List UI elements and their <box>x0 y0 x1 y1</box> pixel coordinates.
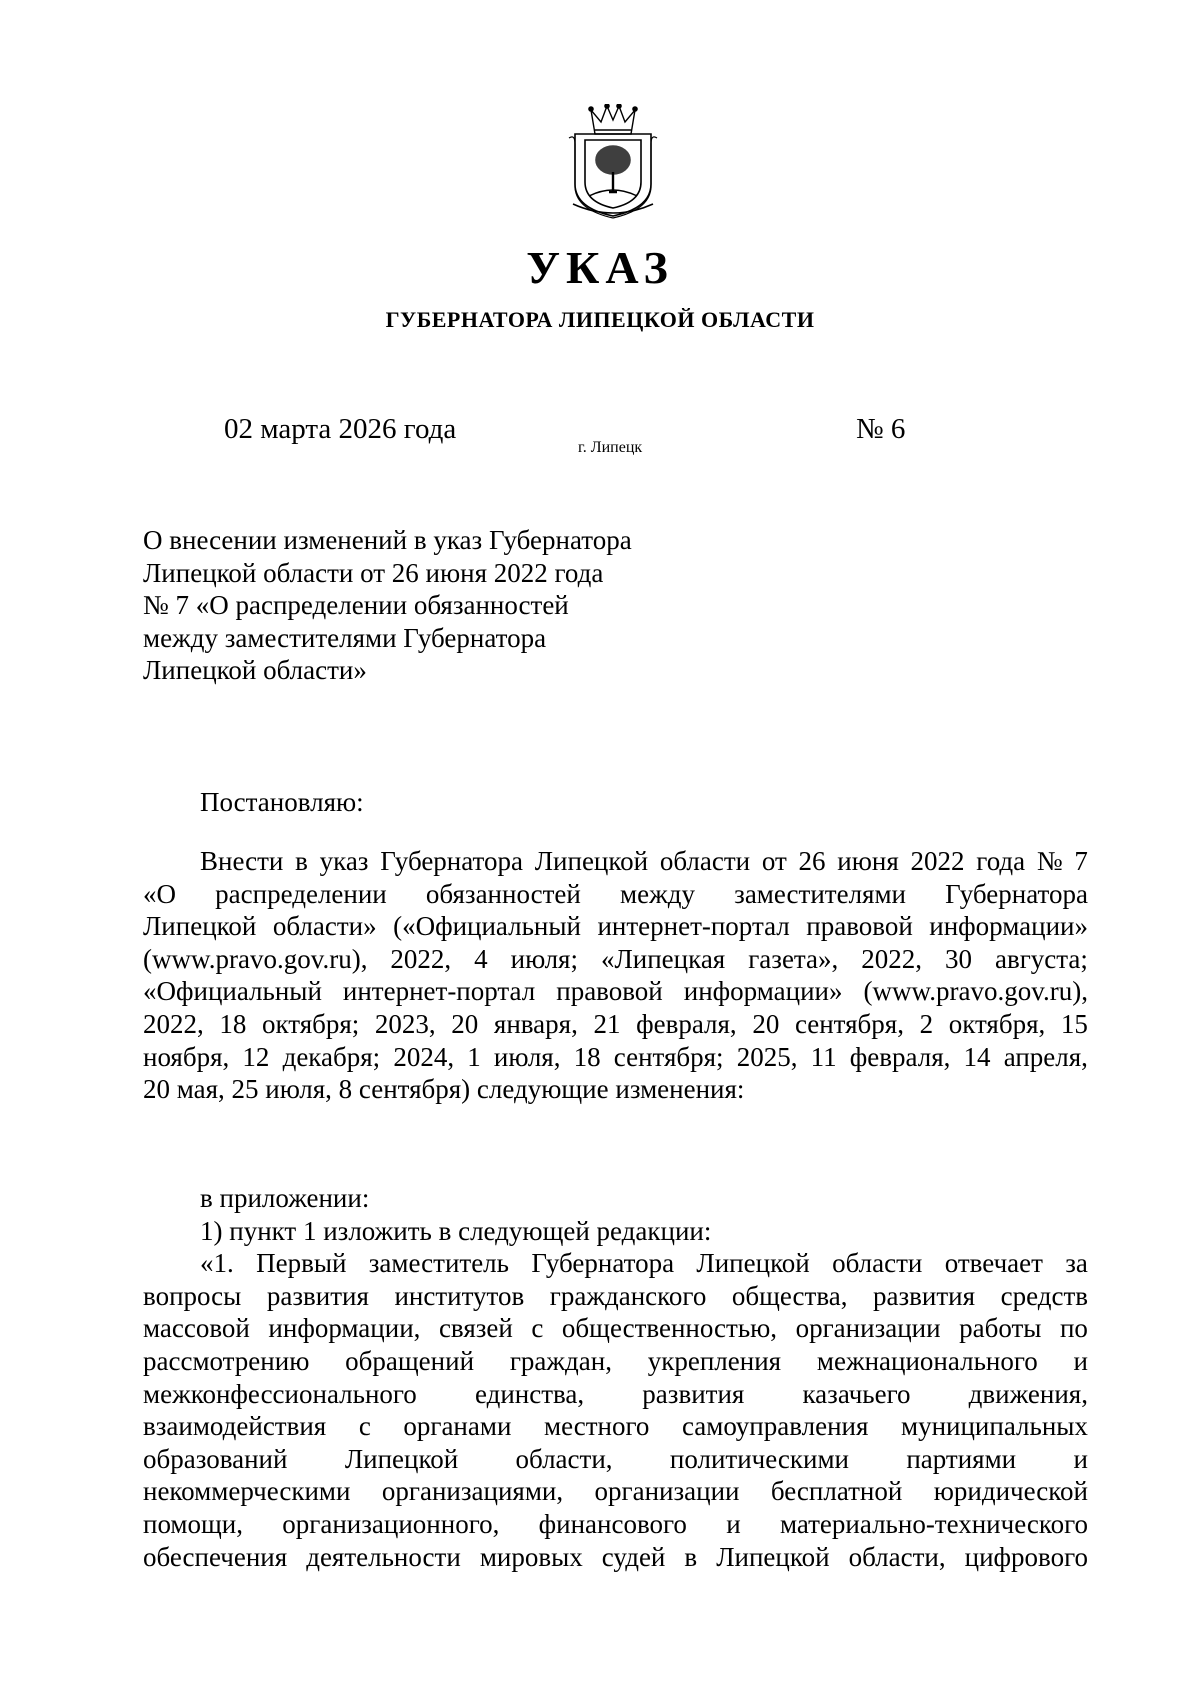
word: области» <box>272 911 377 942</box>
body-line: 1) пункт 1 изложить в следующей редакции: <box>200 1215 712 1246</box>
word: в <box>295 846 308 876</box>
heading-line: между заместителями Губернатора <box>143 622 547 653</box>
word: июля; <box>510 943 578 974</box>
word: Первый <box>256 1248 347 1279</box>
word: информации, <box>268 1313 421 1344</box>
word: местного <box>543 1411 650 1442</box>
word: правовой <box>556 976 663 1007</box>
word: Губернатора <box>945 878 1088 909</box>
body-line <box>143 975 1088 1008</box>
word: 20 <box>451 1008 479 1039</box>
body-line <box>143 1041 1088 1074</box>
word: указ <box>319 846 369 876</box>
word: октября; <box>262 1008 360 1039</box>
word: августа; <box>995 943 1088 974</box>
body-line <box>143 878 1088 911</box>
word: помощи, <box>143 1508 244 1539</box>
body-line <box>143 943 1088 976</box>
word: 18 <box>573 1041 601 1072</box>
heading-line: Липецкой области» <box>143 655 367 685</box>
coat-of-arms-icon <box>565 104 661 220</box>
word: области, <box>848 1541 946 1572</box>
word: 2024, <box>393 1041 455 1072</box>
decree-word: Постановляю: <box>200 787 364 817</box>
body-line: в приложении: <box>200 1183 370 1213</box>
word: января, <box>493 1008 578 1039</box>
word: отвечает <box>944 1248 1043 1279</box>
word: вопросы <box>143 1280 242 1311</box>
word: 1 <box>467 1041 481 1072</box>
word: 2023, <box>374 1008 436 1039</box>
body-line <box>143 1378 1088 1411</box>
heading-line: № 7 «О распределении обязанностей <box>143 590 569 620</box>
word: ноября, <box>143 1041 230 1072</box>
body-line <box>143 1280 1088 1313</box>
word: декабря; <box>282 1041 381 1072</box>
word: межнационального <box>816 1345 1038 1376</box>
document-title: УКАЗ <box>526 242 674 293</box>
word: интернет-портал <box>597 911 790 942</box>
word: 2022, <box>143 1008 204 1039</box>
word: 14 <box>963 1041 991 1072</box>
word: Липецкой <box>534 846 649 876</box>
body-line <box>143 1008 1088 1041</box>
word: года <box>976 846 1026 876</box>
word: Липецкой <box>143 911 257 942</box>
word: самоуправления <box>681 1411 869 1442</box>
document-date: 02 марта 2026 года <box>224 413 457 445</box>
word: распределении <box>215 878 387 909</box>
word: и <box>1073 1345 1088 1376</box>
word: деятельности <box>306 1541 461 1572</box>
word: и <box>726 1508 741 1539</box>
word: развития <box>873 1280 976 1311</box>
document-number: № 6 <box>856 413 906 445</box>
word: 2022, <box>861 943 923 974</box>
word: обеспечения <box>143 1541 288 1572</box>
word: Липецкой <box>716 1541 830 1572</box>
heading-line: Липецкой области от 26 июня 2022 года <box>143 557 604 588</box>
word: развития <box>642 1378 745 1409</box>
word: бесплатной <box>770 1476 903 1507</box>
word: Губернатора <box>380 846 523 876</box>
word: 2022 <box>910 846 965 876</box>
word: «1. <box>200 1248 234 1279</box>
word: области <box>659 846 751 876</box>
word: информации» <box>929 911 1088 942</box>
word: политическими <box>669 1443 849 1474</box>
paragraph-amendment <box>143 845 1088 1106</box>
word: (www.pravo.gov.ru), <box>863 976 1088 1007</box>
body-line <box>143 1247 1088 1280</box>
word: сентября; <box>613 1041 724 1072</box>
word: Липецкой <box>696 1248 810 1279</box>
word: и <box>1073 1443 1088 1474</box>
word: интернет-портал <box>342 976 536 1007</box>
word: общественностью, <box>561 1313 778 1344</box>
word: февраля, <box>849 1041 951 1072</box>
word: с <box>358 1411 371 1442</box>
word: организации <box>594 1476 740 1507</box>
body-line <box>143 1312 1088 1345</box>
word: обращений <box>345 1345 475 1376</box>
document-subtitle: ГУБЕРНАТОРА ЛИПЕЦКОЙ ОБЛАСТИ <box>385 307 815 332</box>
word: октября, <box>948 1008 1046 1039</box>
word: 7 <box>1074 846 1088 876</box>
word: 2022, <box>390 943 452 974</box>
word: 26 <box>798 846 826 876</box>
word: Липецкой <box>344 1443 459 1474</box>
word: с <box>531 1313 544 1344</box>
word: в <box>684 1541 698 1572</box>
word: укрепления <box>647 1345 782 1376</box>
word: гражданского <box>549 1280 707 1311</box>
body-line <box>143 1475 1088 1508</box>
word: газета», <box>748 943 839 974</box>
word: 18 <box>219 1008 247 1039</box>
body-line <box>143 1541 1088 1574</box>
word: цифрового <box>964 1541 1088 1572</box>
word: обязанностей <box>425 878 581 909</box>
word: средств <box>1000 1280 1088 1311</box>
word: 30 <box>945 943 973 974</box>
word: апреля, <box>1003 1041 1088 1072</box>
word: февраля, <box>636 1008 737 1039</box>
word: единства, <box>474 1378 585 1409</box>
word: организационного, <box>282 1508 500 1539</box>
word: Внести <box>200 846 284 876</box>
word: (www.pravo.gov.ru), <box>143 943 368 974</box>
body-line <box>143 1443 1088 1476</box>
body-line: 20 мая, 25 июля, 8 сентября) следующие изменения: <box>143 1074 745 1105</box>
word: июня <box>837 846 899 876</box>
word: «Липецкая <box>600 943 726 974</box>
word: области, <box>515 1443 613 1474</box>
word: 4 <box>474 943 488 974</box>
word: заместителями <box>734 878 906 909</box>
word: казачьего <box>802 1378 911 1409</box>
word: общества, <box>731 1280 848 1311</box>
word: № <box>1036 846 1063 876</box>
document-heading <box>143 524 663 687</box>
word: муниципальных <box>901 1411 1088 1442</box>
word: 20 <box>752 1008 780 1039</box>
heading-line: О внесении изменений в указ Губернатора <box>143 525 632 555</box>
word: развития <box>266 1280 369 1311</box>
word: некоммерческими <box>143 1476 351 1507</box>
word: между <box>620 878 695 909</box>
body-line <box>143 1410 1088 1443</box>
word: за <box>1065 1248 1088 1279</box>
word: («Официальный <box>393 911 581 942</box>
body-line <box>143 1345 1088 1378</box>
word: партиями <box>906 1443 1017 1474</box>
word: межконфессионального <box>143 1378 417 1409</box>
word: судей <box>601 1541 666 1572</box>
word: «Официальный <box>143 976 322 1007</box>
word: 11 <box>810 1041 837 1072</box>
word: 15 <box>1060 1008 1088 1039</box>
word: рассмотрению <box>143 1345 310 1376</box>
word: образований <box>143 1443 288 1474</box>
word: правовой <box>806 911 913 942</box>
word: «О <box>143 878 176 909</box>
word: 2025, <box>736 1041 798 1072</box>
word: связей <box>438 1313 513 1344</box>
word: информации» <box>683 976 843 1007</box>
word: организации <box>795 1313 941 1344</box>
body-line <box>143 845 1088 878</box>
word: движения, <box>968 1378 1088 1409</box>
paragraph-appendix <box>143 1182 1088 1573</box>
body-line <box>143 910 1088 943</box>
word: сентября, <box>794 1008 904 1039</box>
word: органами <box>403 1411 512 1442</box>
word: по <box>1059 1313 1088 1344</box>
word: мировых <box>479 1541 583 1572</box>
word: массовой <box>143 1313 250 1344</box>
word: 2 <box>919 1008 934 1039</box>
word: работы <box>959 1313 1042 1344</box>
body-line <box>143 1508 1088 1541</box>
word: от <box>761 846 787 876</box>
word: области <box>832 1248 923 1279</box>
word: 21 <box>593 1008 621 1039</box>
word: 12 <box>242 1041 270 1072</box>
word: материально-технического <box>779 1508 1088 1539</box>
word: заместитель <box>368 1248 509 1279</box>
document-city: г. Липецк <box>578 439 643 456</box>
word: организациями, <box>381 1476 564 1507</box>
word: финансового <box>538 1508 687 1539</box>
word: Губернатора <box>531 1248 675 1279</box>
word: институтов <box>394 1280 525 1311</box>
word: июля, <box>493 1041 561 1072</box>
word: юридической <box>933 1476 1088 1507</box>
word: граждан, <box>509 1345 612 1376</box>
word: взаимодействия <box>143 1411 327 1442</box>
